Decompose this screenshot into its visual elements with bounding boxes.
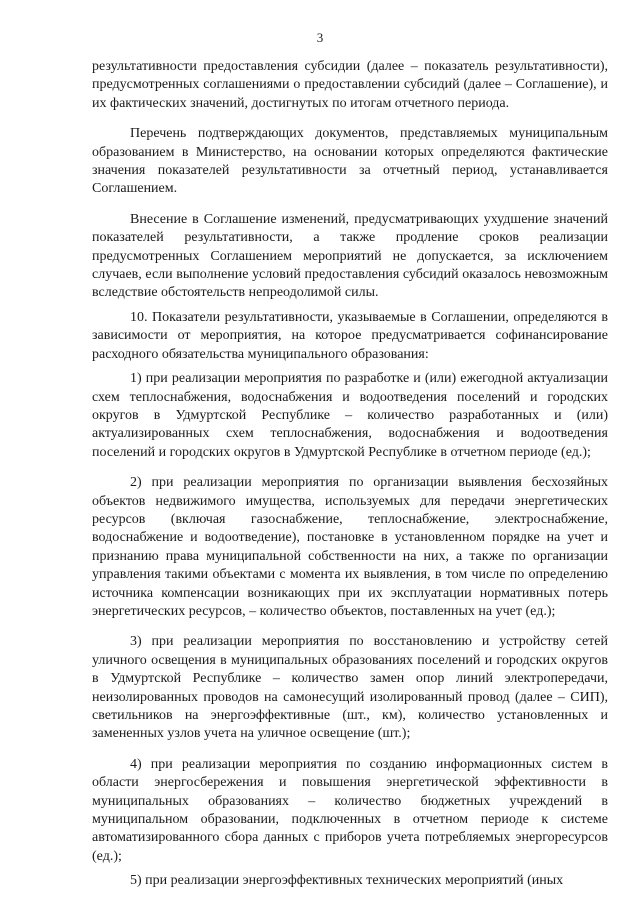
paragraph-item-10: 10. Показатели результативности, указываемые в Соглашении, определяются в зависимости от мероприятия, на которое предусматривается софинансирование расходного обязательства муниципального образования:: [92, 309, 608, 362]
document-body: [92, 58, 608, 903]
paragraph-subitem-5: 5) при реализации энергоэффективных технических мероприятий (иных: [130, 873, 564, 889]
paragraph-subitem-1: 1) при реализации мероприятия по разработке и (или) ежегодной актуализации схем теплоснабжения, водоснабжения и водоотведения поселений и городских округов в Удмуртской Республике – количество разработанных и (или) актуализированных схем теплоснабжения, водоснабжения и водоотведения поселений и городских округов в Удмуртской Республике в отчетном периоде (ед.);: [92, 371, 608, 460]
paragraph-agreement-changes: Внесение в Соглашение изменений, предусматривающих ухудшение значений показателей результативности, а также продление сроков реализации предусмотренных Соглашением мероприятий не допускается, за исключением случаев, если выполнение условий предоставления субсидий оказалось невозможным вследствие обстоятельств непреодолимой силы.: [92, 211, 608, 301]
paragraph-subitem-3: 3) при реализации мероприятия по восстановлению и устройству сетей уличного освещения в муниципальных образованиях поселений и городских округов в Удмуртской Республике – количество замен опор линий электропередачи, неизолированных проводов на самонесущий изолированный провод (далее – СИП), светильников на энергоэффективные (шт., км), количество установленных и замененных узлов учета на уличное освещение (шт.);: [92, 634, 608, 742]
paragraph-subitem-2: 2) при реализации мероприятия по организации выявления бесхозяйных объектов недвижимого имущества, используемых для передачи энергетических ресурсов (включая газоснабжение, теплоснабжение, электроснабжение, водоснабжение и водоотведение), постановке в установленном порядке на учет и признанию права муниципальной собственности на них, а также по организации управления такими объектами с момента их выявления, в том числе по определению источника компенсации возникающих при их эксплуатации нормативных потерь энергетических ресурсов, – количество объектов, поставленных на учет (ед.);: [92, 475, 608, 619]
paragraph-subitem-4: 4) при реализации мероприятия по созданию информационных систем в области энергосбережения и повышения энергетической эффективности в муниципальных образованиях – количество бюджетных учреждений в муниципальном образовании, подключенных в отчетном периоде к системе автоматизированного сбора данных с приборов учета потребляемых энергоресурсов (ед.);: [92, 756, 608, 864]
page-number: 3: [316, 30, 324, 45]
paragraph-supporting-documents: Перечень подтверждающих документов, представляемых муниципальным образованием в Министерство, на основании которых определяются фактические значения показателей результативности за отчетный период, устанавливается Соглашением.: [92, 126, 608, 197]
paragraph-continuation: результативности предоставления субсидии (далее – показатель результативности), предусмотренных соглашениями о предоставлении субсидий (далее – Соглашение), и их фактических значений, достигнутых по итогам отчетного периода.: [92, 59, 608, 111]
